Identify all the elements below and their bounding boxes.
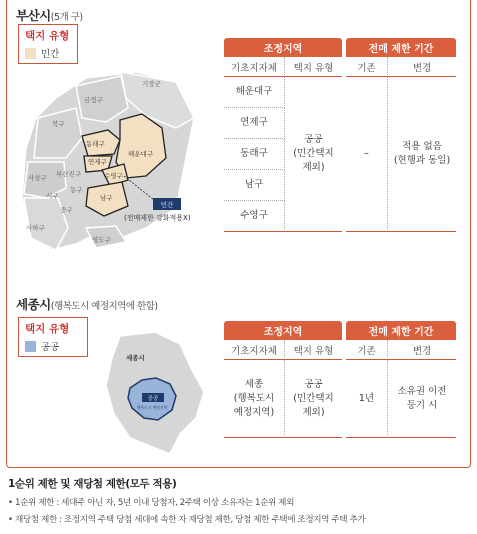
sejong-legend-item: 공공: [41, 342, 60, 353]
busan-col2-header: 택지 유형: [285, 57, 342, 77]
sejong-group2-header: 전매 제한 기간: [346, 321, 456, 340]
sejong-area-cell: 세종 (행복도시 예정지역): [224, 360, 285, 438]
public-swatch: [25, 341, 36, 352]
busan-row-haeundae: 해운대구: [224, 77, 285, 108]
busan-group1-header: 조정지역: [224, 38, 342, 57]
dong-label: 동구: [70, 186, 83, 194]
yeonje-label: 연제구: [88, 158, 107, 166]
busan-col1-header: 기초지자체: [224, 57, 285, 77]
busan-section-title: 부산시(5개 구): [16, 8, 83, 23]
haeundae-label: 해운대구: [128, 150, 154, 158]
busan-legend-title: 택지 유형: [25, 30, 70, 42]
sasang-label: 사상구: [28, 174, 47, 182]
seo-label: 서구: [46, 192, 59, 200]
suyeong-label: 수영구: [104, 172, 123, 180]
busan-row-suyeong: 수영구: [224, 201, 285, 232]
busan-legend-item: 민간: [41, 49, 60, 60]
sejong-col3-header: 기존: [346, 340, 388, 360]
dongnae-label: 동래구: [86, 140, 105, 148]
notes-line-1: • 1순위 제한 : 세대주 아닌 자, 5년 이내 당첨자, 2주택 이상 소유자는 1순위 제외: [8, 498, 294, 508]
sejong-city-label: 세종시: [126, 354, 145, 362]
busan-map: [16, 58, 216, 258]
gijang-label: 기장군: [142, 80, 161, 88]
busan-group2-header: 전매 제한 기간: [346, 38, 456, 57]
busan-row-dongnae: 동래구: [224, 139, 285, 170]
jung-label: 중구: [60, 206, 73, 214]
sejong-section-title: 세종시(행복도시 예정지역에 한함): [16, 297, 158, 312]
busan-row-nam: 남구: [224, 170, 285, 201]
busan-change-cell: 적용 없음 (현행과 동일): [388, 77, 456, 232]
buk-label: 북구: [52, 120, 65, 128]
sejong-existing-cell: 1년: [346, 360, 388, 438]
callout-tag-label: 민간: [160, 201, 174, 209]
busan-table: [224, 38, 456, 232]
busanjin-label: 부산진구: [56, 170, 82, 178]
notes-title: 1순위 제한 및 재당첨 제한(모두 적용): [8, 478, 177, 490]
public-tag-label: 공공: [147, 396, 159, 402]
sejong-map: [100, 330, 210, 458]
notes-line-2: • 재당첨 제한 : 조정지역 주택 당첨 세대에 속한 자 재당첨 제한, 당첨 제한 주택에 조정지역 주택 추가: [8, 515, 366, 525]
sejong-legend: [18, 317, 88, 357]
sejong-table: [224, 321, 456, 438]
nam-label: 남구: [100, 194, 113, 202]
sejong-col2-header: 택지 유형: [285, 340, 342, 360]
sejong-group1-header: 조정지역: [224, 321, 342, 340]
sejong-type-cell: 공공 (민간택지 제외): [285, 360, 342, 438]
private-swatch: [25, 48, 36, 59]
saha-label: 사하구: [26, 224, 45, 232]
sejong-col1-header: 기초지자체: [224, 340, 285, 360]
yeongdo-label: 영도구: [92, 236, 111, 244]
sejong-col4-header: 변경: [388, 340, 456, 360]
busan-col3-header: 기존: [346, 57, 388, 77]
happy-city-label: 행복도시 예정지역: [136, 405, 168, 410]
notes-section: [8, 476, 473, 525]
sejong-change-cell: 소유권 이전 등기 시: [388, 360, 456, 438]
geumjeong-label: 금정구: [84, 96, 103, 104]
sejong-legend-title: 택지 유형: [25, 323, 70, 335]
busan-col4-header: 변경: [388, 57, 456, 77]
busan-row-yeonje: 연제구: [224, 108, 285, 139]
callout-text: (전매제한 강화적용X): [124, 214, 191, 222]
busan-type-cell: 공공 (민간택지 제외): [285, 77, 342, 232]
busan-existing-cell: –: [346, 77, 388, 232]
